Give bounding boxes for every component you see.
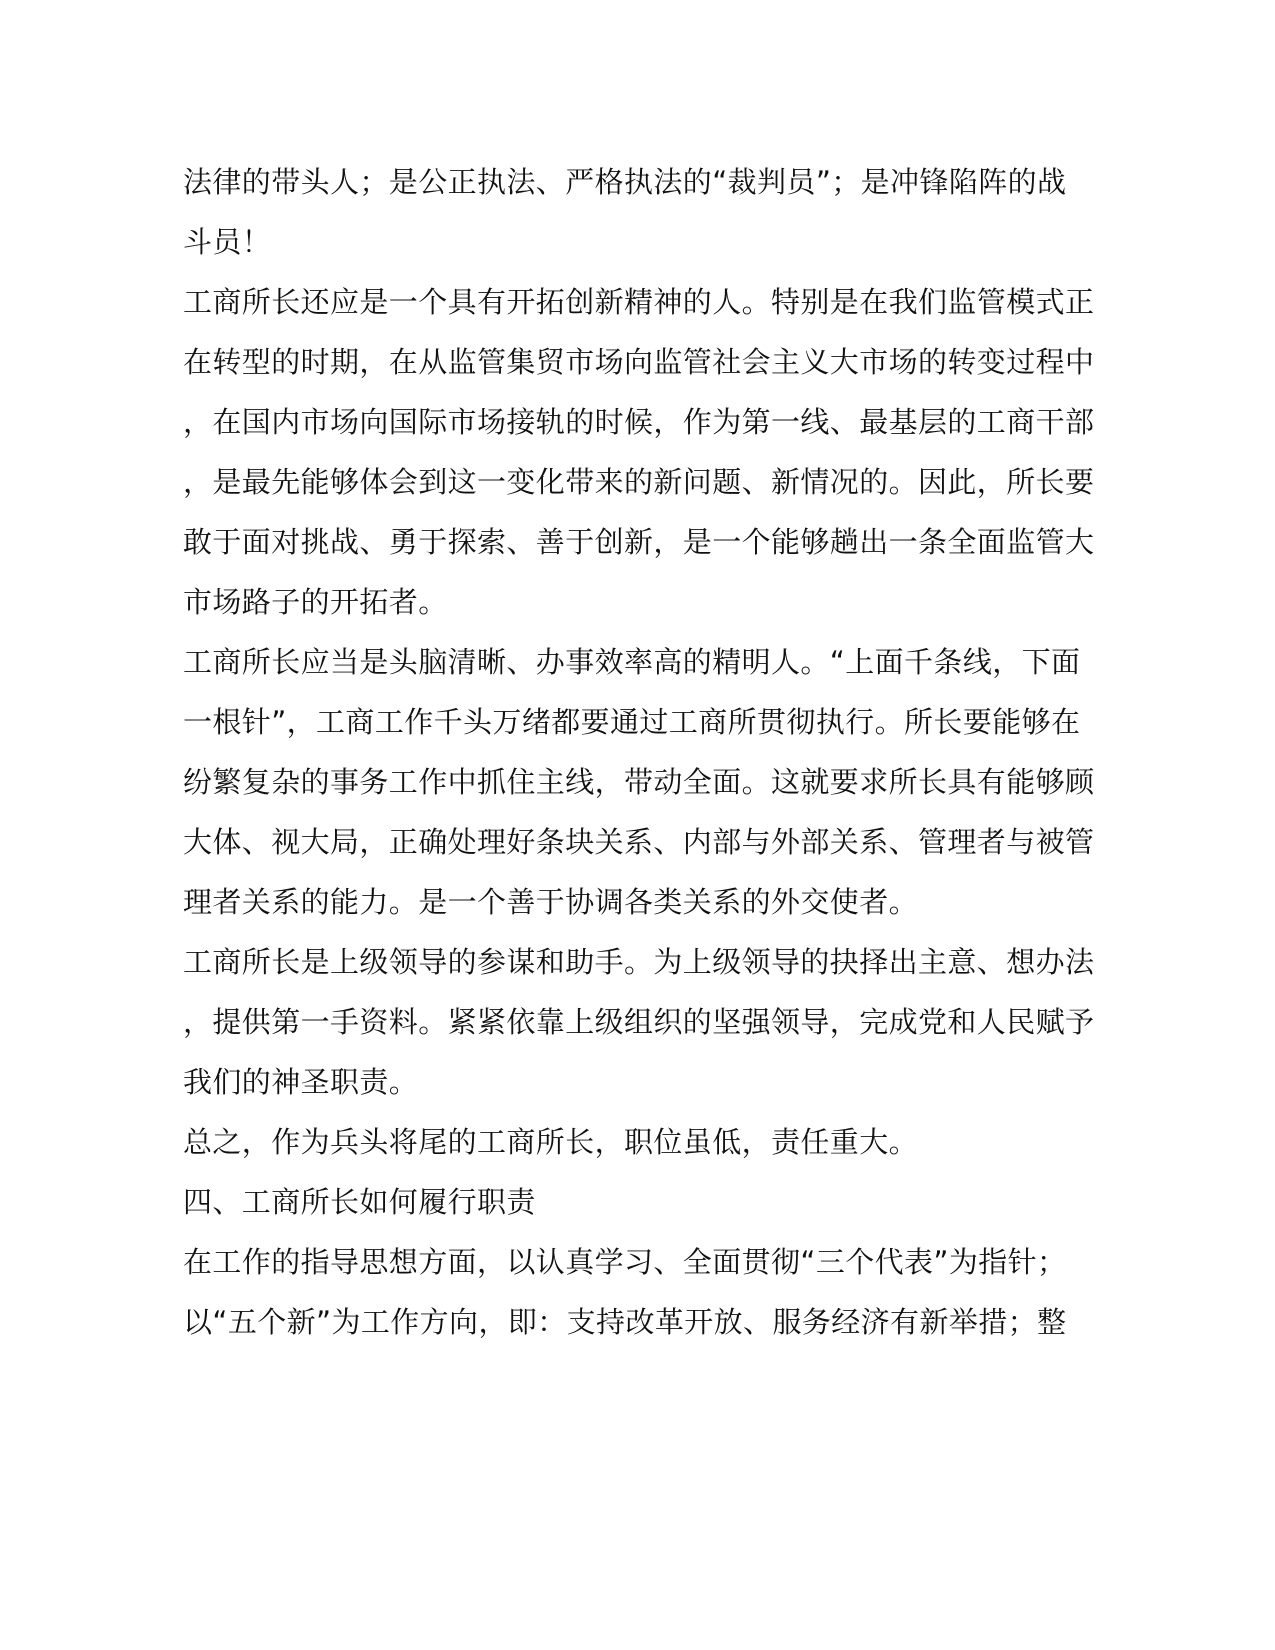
text-line: 总之，作为兵头将尾的工商所长，职位虽低，责任重大。	[183, 1125, 919, 1159]
section-heading: 四、工商所长如何履行职责	[183, 1185, 536, 1219]
text-line: ，是最先能够体会到这一变化带来的新问题、新情况的。因此，所长要	[183, 465, 1095, 499]
text-line: 斗员！	[183, 225, 272, 259]
text-line: 大体、视大局，正确处理好条块关系、内部与外部关系、管理者与被管	[183, 825, 1095, 859]
text-line: 我们的神圣职责。	[183, 1065, 419, 1099]
text-line: 市场路子的开拓者。	[183, 585, 448, 619]
text-line: 法律的带头人；是公正执法、严格执法的“裁判员”；是冲锋陷阵的战	[183, 165, 1067, 199]
text-line: 在转型的时期，在从监管集贸市场向监管社会主义大市场的转变过程中	[183, 345, 1095, 379]
text-line: 工商所长应当是头脑清晰、办事效率高的精明人。“上面千条线，下面	[183, 645, 1081, 679]
text-line: 理者关系的能力。是一个善于协调各类关系的外交使者。	[183, 885, 919, 919]
text-line: 一根针”，工商工作千头万绪都要通过工商所贯彻执行。所长要能够在	[183, 705, 1081, 739]
text-line: 工商所长还应是一个具有开拓创新精神的人。特别是在我们监管模式正	[183, 285, 1095, 319]
text-line: ，在国内市场向国际市场接轨的时候，作为第一线、最基层的工商干部	[183, 405, 1095, 439]
text-line: 纷繁复杂的事务工作中抓住主线，带动全面。这就要求所长具有能够顾	[183, 765, 1095, 799]
text-line: 以“五个新”为工作方向，即：支持改革开放、服务经济有新举措；整	[183, 1305, 1067, 1339]
text-line: 敢于面对挑战、勇于探索、善于创新，是一个能够趟出一条全面监管大	[183, 525, 1095, 559]
text-line: 工商所长是上级领导的参谋和助手。为上级领导的抉择出主意、想办法	[183, 945, 1095, 979]
text-line: ，提供第一手资料。紧紧依靠上级组织的坚强领导，完成党和人民赋予	[183, 1005, 1095, 1039]
text-line: 在工作的指导思想方面，以认真学习、全面贯彻“三个代表”为指针；	[183, 1245, 1067, 1279]
